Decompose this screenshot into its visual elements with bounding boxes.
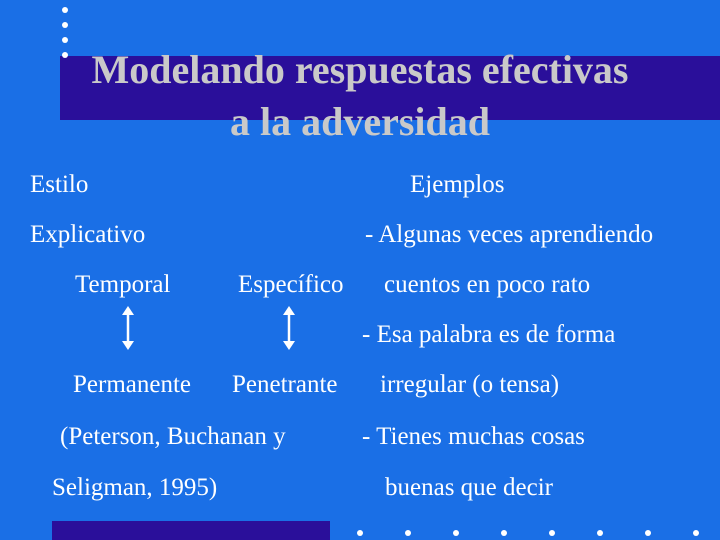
ejemplos-label: Ejemplos [410,171,505,198]
slide-title [0,44,720,148]
decorative-dot [62,37,68,43]
example-2-line-2: irregular (o tensa) [380,371,560,398]
explicativo-label: Explicativo [30,221,146,248]
especifico-label: Específico [238,271,344,298]
decorative-dot [693,530,699,536]
penetrante-label: Penetrante [232,371,338,398]
permanente-label: Permanente [73,371,192,398]
citation-line-2: Seligman, 1995) [52,474,218,501]
decorative-dot [405,530,411,536]
example-3-line-1: - Tienes muchas cosas [362,423,585,450]
decorative-dot [597,530,603,536]
double-arrow-icon [282,306,296,350]
double-arrow-icon [121,306,135,350]
footer-band [52,521,330,540]
decorative-dot [62,22,68,28]
slide-title-line-2: a la adversidad [229,99,491,144]
decorative-dot [62,7,68,13]
citation-line-1: (Peterson, Buchanan y [60,423,286,450]
example-1-line-2: cuentos en poco rato [384,271,591,298]
slide-title-line-1: Modelando respuestas efectivas [91,47,629,92]
decorative-dot [645,530,651,536]
example-1-line-1: - Algunas veces aprendiendo [365,221,654,248]
decorative-dot [501,530,507,536]
decorative-dot [549,530,555,536]
estilo-label: Estilo [30,171,89,198]
decorative-dot [453,530,459,536]
temporal-label: Temporal [75,271,171,298]
example-2-line-1: - Esa palabra es de forma [362,321,616,348]
decorative-dot [357,530,363,536]
example-3-line-2: buenas que decir [385,474,553,501]
